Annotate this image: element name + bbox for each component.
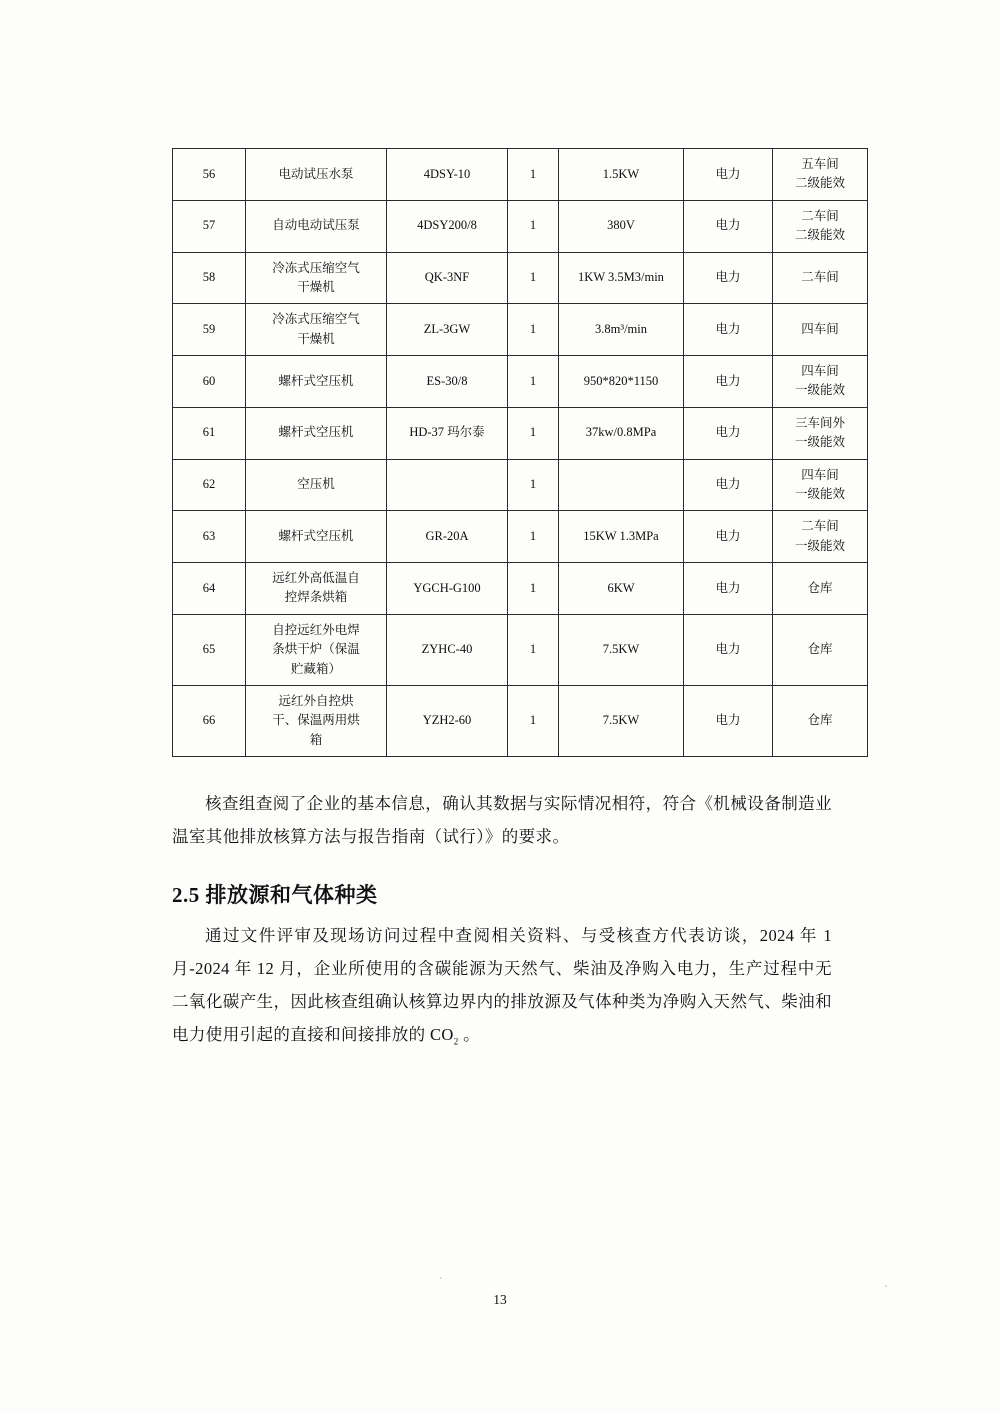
cell-location	[773, 356, 868, 408]
cell-no: 59	[173, 304, 246, 356]
cell-no: 63	[173, 511, 246, 563]
cell-name	[246, 149, 387, 201]
cell-location-line: 仓库	[807, 713, 833, 728]
cell-name-line: 螺杆式空压机	[278, 528, 354, 543]
cell-name-line: 空压机	[297, 477, 335, 492]
scan-speck	[440, 1277, 442, 1279]
cell-no: 61	[173, 407, 246, 459]
cell-name-line: 远红外高低温自	[272, 571, 360, 585]
table-row	[173, 407, 868, 459]
cell-energy: 电力	[684, 614, 773, 685]
cell-model: ZL-3GW	[387, 304, 508, 356]
cell-energy: 电力	[684, 304, 773, 356]
page-number: 13	[493, 1292, 507, 1307]
cell-name	[246, 459, 387, 511]
cell-location-line: 仓库	[807, 580, 833, 595]
cell-location-line: 四车间	[801, 321, 839, 336]
cell-location-line: 二车间	[801, 270, 839, 285]
cell-location-line: 二车间	[801, 519, 839, 534]
paragraph-text-end: 。	[458, 1025, 481, 1044]
cell-no: 65	[173, 614, 246, 685]
table-row	[173, 685, 868, 756]
cell-no: 66	[173, 685, 246, 756]
cell-model: YGCH-G100	[387, 563, 508, 615]
cell-name-line: 远红外自控烘	[278, 693, 354, 708]
cell-spec: 7.5KW	[559, 614, 684, 685]
cell-location-line: 仓库	[807, 642, 833, 657]
cell-name	[246, 356, 387, 408]
cell-no: 56	[173, 149, 246, 201]
cell-name-line: 螺杆式空压机	[278, 425, 354, 440]
cell-name-line: 螺杆式空压机	[278, 373, 354, 388]
cell-location-line: 二级能效	[794, 228, 845, 243]
cell-spec: 6KW	[559, 563, 684, 615]
cell-energy: 电力	[684, 200, 773, 252]
cell-name-line: 自控远红外电焊	[272, 622, 360, 637]
cell-location-line: 二级能效	[794, 176, 845, 191]
cell-model: YZH2-60	[387, 685, 508, 756]
cell-location-line: 一级能效	[794, 486, 845, 501]
paragraph-text: 通过文件评审及现场访问过程中查阅相关资料、与受核查方代表访谈，2024 年 1 月-2024 年 12 月，企业所使用的含碳能源为天然气、柴油及净购入电力，生产过程中无二氧化碳产生，因此核查组确认核算边界内的排放源及气体种类为净购入天然气、柴油和电力使用引起的直接和间接排放的 CO	[172, 926, 832, 1044]
cell-no: 60	[173, 356, 246, 408]
cell-location	[773, 459, 868, 511]
cell-name	[246, 304, 387, 356]
cell-no: 58	[173, 252, 246, 304]
cell-qty: 1	[508, 149, 559, 201]
cell-location-line: 一级能效	[794, 383, 845, 398]
cell-name	[246, 200, 387, 252]
table-row	[173, 200, 868, 252]
table-row	[173, 304, 868, 356]
cell-model: 4DSY200/8	[387, 200, 508, 252]
cell-energy: 电力	[684, 459, 773, 511]
cell-spec: 380V	[559, 200, 684, 252]
page-content	[172, 148, 845, 1051]
cell-energy: 电力	[684, 149, 773, 201]
cell-name-line: 干燥机	[297, 279, 335, 294]
cell-location-line: 五车间	[801, 157, 839, 171]
cell-name-line: 控焊条烘箱	[284, 590, 348, 605]
cell-no: 64	[173, 563, 246, 615]
table-row	[173, 563, 868, 615]
cell-qty: 1	[508, 563, 559, 615]
cell-no: 57	[173, 200, 246, 252]
cell-location-line: 四车间	[801, 467, 839, 482]
table-row	[173, 511, 868, 563]
paragraph-emission-sources	[172, 919, 832, 1051]
cell-name	[246, 614, 387, 685]
cell-name-line: 电动试压水泵	[278, 166, 354, 181]
cell-qty: 1	[508, 356, 559, 408]
cell-spec: 1KW 3.5M3/min	[559, 252, 684, 304]
cell-energy: 电力	[684, 563, 773, 615]
scan-speck	[885, 1285, 887, 1287]
cell-location-line: 二车间	[801, 208, 839, 223]
cell-name-line: 干、保温两用烘	[272, 713, 360, 728]
cell-location-line: 一级能效	[794, 538, 845, 553]
cell-name-line: 自动电动试压泵	[272, 218, 360, 233]
cell-name-line: 冷冻式压缩空气	[272, 260, 360, 275]
cell-qty: 1	[508, 459, 559, 511]
cell-name	[246, 563, 387, 615]
cell-model	[387, 459, 508, 511]
cell-energy: 电力	[684, 356, 773, 408]
co2-subscript: 2	[453, 1036, 459, 1047]
cell-location	[773, 200, 868, 252]
table-row	[173, 356, 868, 408]
cell-qty: 1	[508, 200, 559, 252]
section-heading: 2.5 排放源和气体种类	[172, 883, 378, 907]
cell-model: GR-20A	[387, 511, 508, 563]
cell-location	[773, 407, 868, 459]
cell-no: 62	[173, 459, 246, 511]
cell-model: ZYHC-40	[387, 614, 508, 685]
cell-spec: 37kw/0.8MPa	[559, 407, 684, 459]
cell-location-line: 四车间	[801, 364, 839, 378]
cell-name-line: 干燥机	[297, 331, 335, 346]
cell-model: QK-3NF	[387, 252, 508, 304]
table-row	[173, 149, 868, 201]
cell-model: HD-37 玛尔泰	[387, 407, 508, 459]
paragraph-verification: 核查组查阅了企业的基本信息，确认其数据与实际情况相符，符合《机械设备制造业温室其他排放核算方法与报告指南（试行）》的要求。	[172, 794, 832, 846]
cell-location	[773, 149, 868, 201]
cell-name	[246, 407, 387, 459]
cell-energy: 电力	[684, 407, 773, 459]
cell-energy: 电力	[684, 252, 773, 304]
cell-name	[246, 511, 387, 563]
cell-name-line: 箱	[309, 732, 323, 747]
table-row	[173, 252, 868, 304]
spacer	[172, 757, 832, 787]
cell-qty: 1	[508, 614, 559, 685]
cell-spec: 15KW 1.3MPa	[559, 511, 684, 563]
cell-location	[773, 304, 868, 356]
cell-name	[246, 252, 387, 304]
cell-location	[773, 685, 868, 756]
cell-location	[773, 563, 868, 615]
cell-spec: 1.5KW	[559, 149, 684, 201]
cell-location-line: 一级能效	[794, 435, 845, 450]
equipment-table	[172, 148, 868, 757]
cell-spec	[559, 459, 684, 511]
cell-qty: 1	[508, 252, 559, 304]
cell-energy: 电力	[684, 685, 773, 756]
table-row	[173, 614, 868, 685]
cell-model: ES-30/8	[387, 356, 508, 408]
cell-spec: 3.8m³/min	[559, 304, 684, 356]
table-row	[173, 459, 868, 511]
equipment-table-body	[173, 149, 868, 757]
cell-qty: 1	[508, 511, 559, 563]
cell-spec: 950*820*1150	[559, 356, 684, 408]
cell-qty: 1	[508, 304, 559, 356]
cell-location	[773, 614, 868, 685]
cell-spec: 7.5KW	[559, 685, 684, 756]
cell-location	[773, 511, 868, 563]
cell-name-line: 条烘干炉（保温	[272, 642, 360, 657]
cell-location	[773, 252, 868, 304]
cell-location-line: 三车间外	[794, 415, 845, 430]
cell-energy: 电力	[684, 511, 773, 563]
cell-name	[246, 685, 387, 756]
cell-qty: 1	[508, 407, 559, 459]
cell-name-line: 冷冻式压缩空气	[272, 312, 360, 327]
cell-name-line: 贮藏箱）	[290, 661, 341, 676]
cell-qty: 1	[508, 685, 559, 756]
cell-model: 4DSY-10	[387, 149, 508, 201]
